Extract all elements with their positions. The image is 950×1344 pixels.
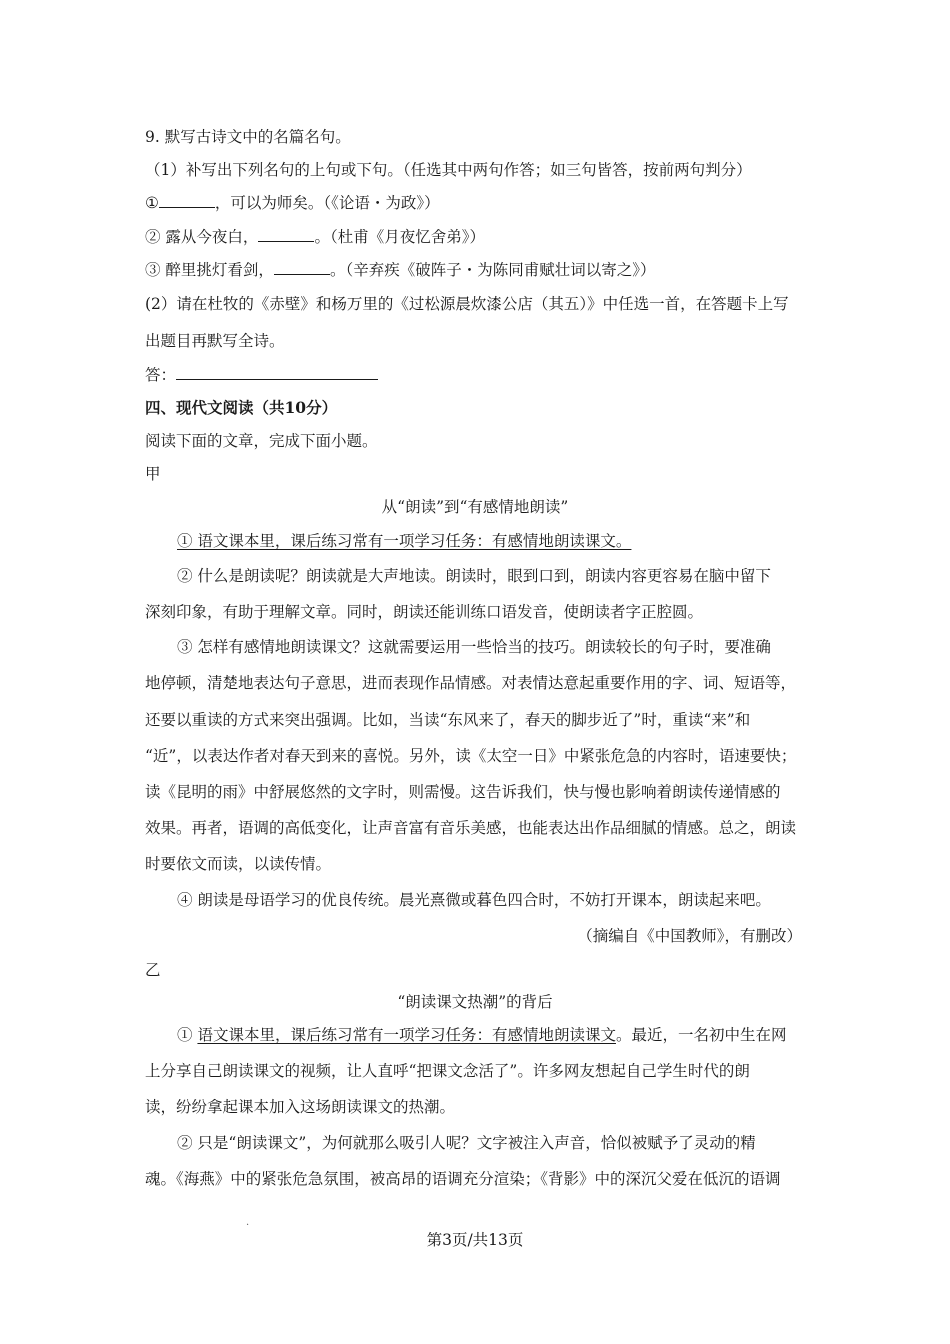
paragraph-3-line: 时要依文而读，以读传情。 [145, 855, 332, 873]
fill-line-1: ① ，可以为师矣。（《论语・为政》） [145, 194, 440, 212]
paragraph-1-line: 上分享自己朗读课文的视频，让人直呼“把课文念活了”。许多网友想起自己学生时代的朗 [145, 1062, 750, 1080]
blank-1[interactable] [159, 193, 215, 208]
fill-line-2: ② 露从今夜白， 。（杜甫《月夜忆舍弟》） [145, 228, 485, 246]
paragraph-1: ① 语文课本里，课后练习常有一项学习任务：有感情地朗读课文。 [177, 532, 632, 550]
page-number: 第3页/共13页 [426, 1231, 524, 1249]
footer-mark: · [246, 1220, 250, 1231]
paragraph-3-line: 效果。再者，语调的高低变化，让声音富有音乐美感，也能表达出作品细腻的情感。总之，朗读 [145, 819, 797, 837]
passage-title: 从“朗读”到“有感情地朗读” [381, 498, 569, 516]
part-2-instruction: (2）请在杜牧的《赤壁》和杨万里的《过松源晨炊漆公店（其五）》中任选一首，在答题卡上写 [145, 295, 789, 313]
part-2-instruction-cont: 出题目再默写全诗。 [145, 332, 285, 350]
section-instruction: 阅读下面的文章，完成下面小题。 [145, 432, 378, 450]
blank-2[interactable] [258, 227, 314, 242]
paragraph-3-line: “近”，以表达作者对春天到来的喜悦。另外，读《太空一日》中紧张危急的内容时，语速要快； [145, 747, 797, 765]
passage-label: 乙 [145, 961, 161, 979]
passage-title: “朗读课文热潮”的背后 [397, 993, 553, 1011]
paragraph-3-line: 读《昆明的雨》中舒展悠然的文字时，则需慢。这告诉我们，快与慢也影响着朗读传递情感的 [145, 783, 781, 801]
paragraph-2-line: ② 什么是朗读呢？朗读就是大声地读。朗读时，眼到口到，朗读内容更容易在脑中留下 [177, 567, 771, 585]
question-title: 9. 默写古诗文中的名篇名句。 [145, 128, 351, 146]
paragraph-2-line: 魂。《海燕》中的紧张危急氛围，被高昂的语调充分渲染；《背影》中的深沉父爱在低沉的语调 [145, 1170, 781, 1188]
paragraph-2-line: ② 只是“朗读课文”，为何就那么吸引人呢？文字被注入声音，恰似被赋予了灵动的精 [177, 1134, 756, 1152]
paragraph-1-line: ① 语文课本里，课后练习常有一项学习任务：有感情地朗读课文。最近，一名初中生在网 [177, 1026, 787, 1044]
paragraph-4: ④ 朗读是母语学习的优良传统。晨光熹微或暮色四合时，不妨打开课本，朗读起来吧。 [177, 891, 771, 909]
paragraph-3-line: 还要以重读的方式来突出强调。比如，当读“东风来了，春天的脚步近了”时，重读“来”和 [145, 711, 751, 729]
paragraph-3-line: ③ 怎样有感情地朗读课文？这就需要运用一些恰当的技巧。朗读较长的句子时，要准确 [177, 638, 771, 656]
passage-label: 甲 [145, 465, 161, 483]
paragraph-1-line: 读，纷纷拿起课本加入这场朗读课文的热潮。 [145, 1098, 456, 1116]
answer-blank[interactable] [176, 365, 378, 380]
section-heading: 四、现代文阅读（共10分） [145, 398, 338, 417]
blank-3[interactable] [274, 260, 330, 275]
answer-line: 答： [145, 365, 378, 385]
paragraph-3-line: 地停顿，清楚地表达句子意思，进而表现作品情感。对表情达意起重要作用的字、词、短语等， [145, 674, 797, 692]
part-1-instruction: （1）补写出下列名句的上句或下句。（任选其中两句作答；如三句皆答，按前两句判分） [145, 161, 752, 179]
fill-line-3: ③ 醉里挑灯看剑， 。（辛弃疾《破阵子・为陈同甫赋壮词以寄之》） [145, 261, 656, 279]
source-note: （摘编自《中国教师》，有删改） [577, 927, 802, 945]
paragraph-2-line: 深刻印象，有助于理解文章。同时，朗读还能训练口语发音，使朗读者字正腔圆。 [145, 603, 704, 621]
